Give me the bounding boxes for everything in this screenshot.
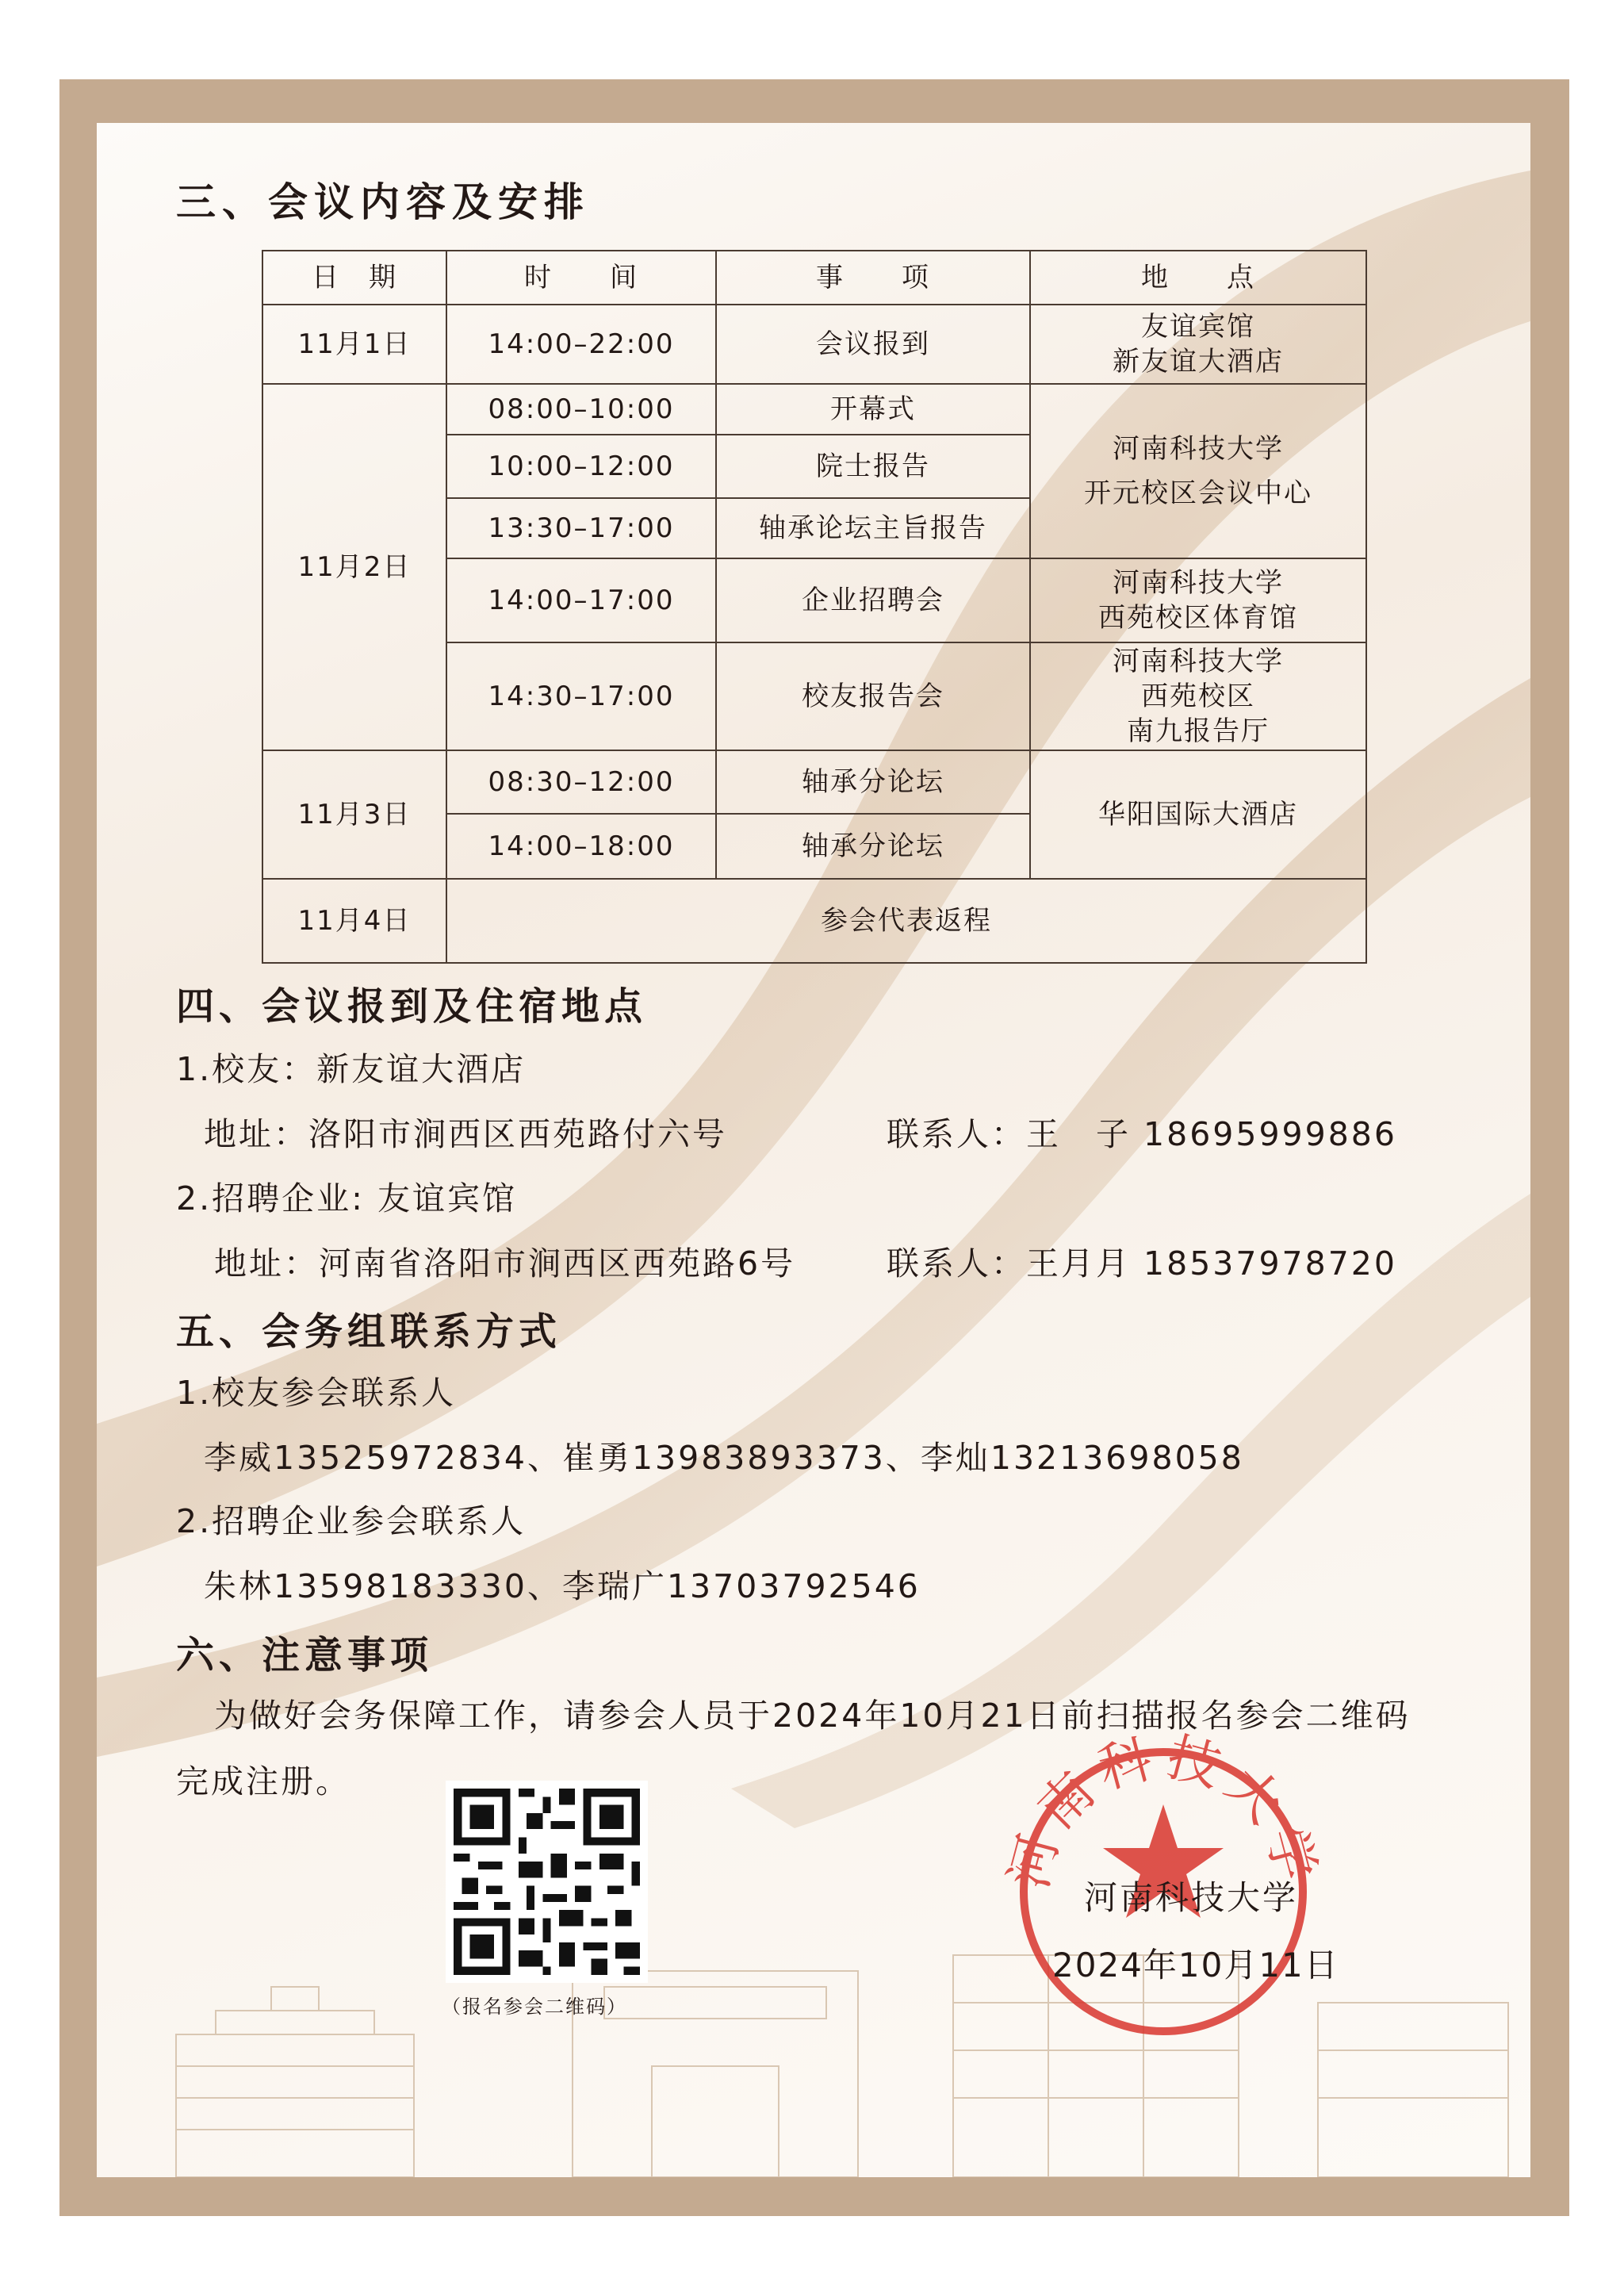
time-cell: 14:00–22:00 [446,305,716,384]
date-cell: 11月1日 [262,305,446,384]
place-line: 友谊宾馆 [1141,311,1255,343]
registration-qr-code[interactable] [446,1781,648,1983]
time-cell: 13:30–17:00 [446,498,716,558]
company-hotel-contact: 联系人：王月月 18537978720 [887,1244,1397,1283]
place-cell [1030,384,1366,558]
table-header-row [262,251,1366,305]
company-contacts-label: 2.招聘企业参会联系人 [176,1502,527,1540]
place-cell [1030,642,1366,750]
place-cell [1030,305,1366,384]
alumni-hotel-address: 地址：洛阳市涧西区西苑路付六号 [204,1115,727,1153]
document-page [97,123,1530,2177]
place-cell: 华阳国际大酒店 [1030,750,1366,879]
section-3-title: 三、会议内容及安排 [176,179,590,225]
item-cell: 院士报告 [716,435,1030,498]
qr-caption: （报名参会二维码） [442,1996,627,2018]
header-time: 时 间 [446,251,716,305]
place-line: 开元校区会议中心 [1084,477,1312,509]
signature-org: 河南科技大学 [1084,1878,1299,1917]
company-contacts-list: 朱林13598183330、李瑞广13703792546 [204,1567,921,1605]
place-cell [1030,558,1366,642]
place-line: 河南科技大学 [1113,433,1284,465]
company-hotel-address: 地址：河南省洛阳市涧西区西苑路6号 [214,1244,796,1283]
date-cell: 11月3日 [262,750,446,879]
place-line: 南九报告厅 [1127,715,1270,747]
time-cell: 14:30–17:00 [446,642,716,750]
time-cell: 10:00–12:00 [446,435,716,498]
table-row [262,750,1366,814]
time-cell: 14:00–18:00 [446,814,716,879]
alumni-hotel-contact: 联系人：王 子 18695999886 [887,1115,1397,1153]
table-row [262,384,1366,435]
time-cell: 08:00–10:00 [446,384,716,435]
signature-date: 2024年10月11日 [1052,1946,1339,1984]
section-4-title: 四、会议报到及住宿地点 [176,984,648,1029]
date-cell: 11月2日 [262,384,446,750]
time-cell: 08:30–12:00 [446,750,716,814]
section-5-title: 五、会务组联系方式 [176,1309,562,1354]
item-cell: 校友报告会 [716,642,1030,750]
section-6-title: 六、注意事项 [176,1633,434,1678]
time-cell: 14:00–17:00 [446,558,716,642]
place-line: 河南科技大学 [1113,567,1284,599]
schedule-table [262,250,1367,964]
place-line: 河南科技大学 [1113,646,1284,677]
alumni-contacts-list: 李威13525972834、崔勇13983893373、李灿13213698058 [204,1439,1244,1477]
item-cell: 会议报到 [716,305,1030,384]
item-cell: 轴承论坛主旨报告 [716,498,1030,558]
item-cell: 轴承分论坛 [716,750,1030,814]
item-cell: 开幕式 [716,384,1030,435]
table-row [262,305,1366,384]
notice-text-cont: 完成注册。 [176,1762,350,1800]
alumni-contacts-label: 1.校友参会联系人 [176,1374,457,1412]
item-cell: 参会代表返程 [446,879,1366,963]
header-place: 地 点 [1030,251,1366,305]
notice-text: 为做好会务保障工作，请参会人员于2024年10月21日前扫描报名参会二维码 [214,1697,1411,1735]
company-hotel-line: 2.招聘企业: 友谊宾馆 [176,1179,517,1217]
table-row [262,879,1366,963]
place-line: 新友谊大酒店 [1113,346,1284,378]
header-date: 日 期 [262,251,446,305]
header-item: 事 项 [716,251,1030,305]
item-cell: 企业招聘会 [716,558,1030,642]
alumni-hotel-line: 1.校友：新友谊大酒店 [176,1050,527,1088]
date-cell: 11月4日 [262,879,446,963]
place-line: 西苑校区 [1141,681,1255,712]
seal-text: 河南科技大学 [998,1726,1329,1895]
place-line: 西苑校区体育馆 [1098,602,1298,634]
item-cell: 轴承分论坛 [716,814,1030,879]
